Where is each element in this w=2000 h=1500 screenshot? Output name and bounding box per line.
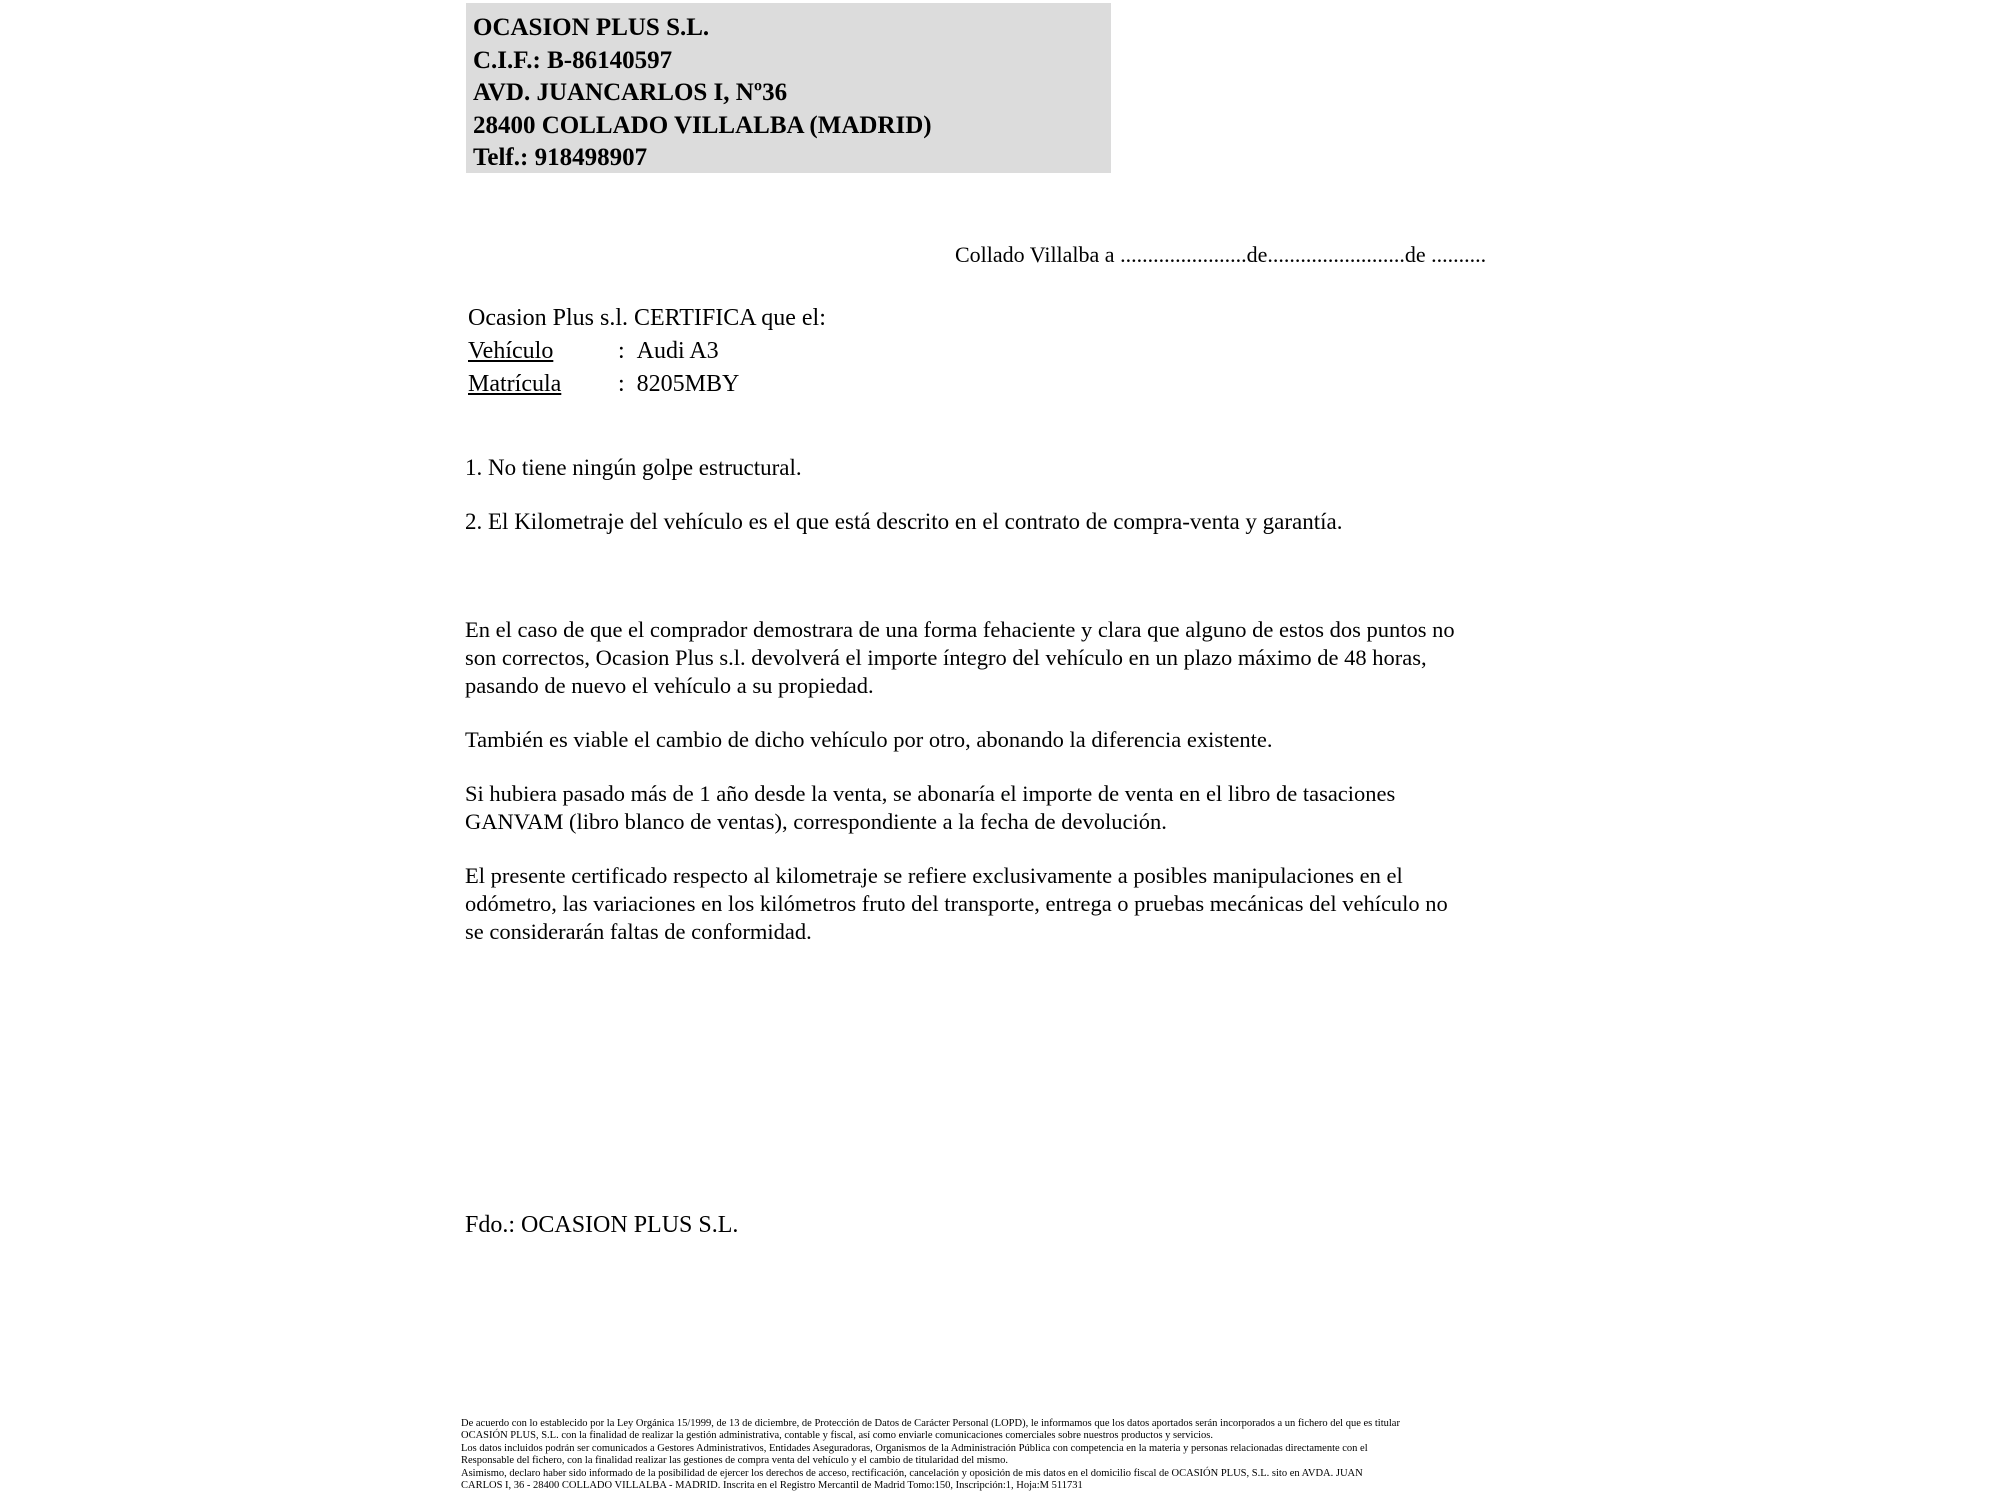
legal-footer-line: CARLOS I, 36 - 28400 COLLADO VILLALBA - MADRID. Inscrita en el Registro Mercantil de Madrid Tomo:150, Inscripción:1, Hoja:M 511731	[461, 1480, 1083, 1492]
plate-separator: :	[618, 371, 625, 397]
legal-footer-line: De acuerdo con lo establecido por la Ley Orgánica 15/1999, de 13 de diciembre, de Protección de Datos de Carácter Personal (LOPD), le informamos que los datos aportados serán incorporados a un fichero del que es titular	[461, 1418, 1400, 1429]
legal-footer-line: Responsable del fichero, con la finalidad realizar las gestiones de compra venta del vehículo y el cambio de titularidad del mismo.	[461, 1455, 1008, 1467]
legal-footer-line: Los datos incluidos podrán ser comunicados a Gestores Administrativos, Entidades Aseguradoras, Organismos de la Administración Pública con competencia en la materia y personas relacionadas directamente con el	[461, 1442, 1368, 1454]
paragraph-line: El presente certificado respecto al kilometraje se refiere exclusivamente a posibles manipulaciones en el	[465, 863, 1403, 888]
certification-block	[468, 302, 826, 401]
certified-point-1: 1. No tiene ningún golpe estructural.	[465, 455, 802, 480]
plate-row	[468, 368, 826, 401]
signature-line: Fdo.: OCASION PLUS S.L.	[465, 1212, 739, 1238]
paragraph-line: se considerarán faltas de conformidad.	[465, 919, 812, 944]
plate-label: Matrícula	[468, 371, 562, 397]
paragraph-line: Si hubiera pasado más de 1 año desde la venta, se abonaría el importe de venta en el libro de tasaciones	[465, 781, 1396, 806]
vehicle-value: Audi A3	[636, 338, 719, 364]
paragraph-ganvam-valuation	[465, 780, 1395, 836]
vehicle-row	[468, 335, 826, 368]
legal-footer-line: Asimismo, declaro haber sido informado de la posibilidad de ejercer los derechos de acceso, rectificación, cancelación y oposición de mis datos en el domicilio fiscal de OCASIÓN PLUS, S.L. sito en AVDA. JUAN	[461, 1467, 1363, 1479]
paragraph-line: GANVAM (libro blanco de ventas), correspondiente a la fecha de devolución.	[465, 809, 1167, 834]
paragraph-line: pasando de nuevo el vehículo a su propiedad.	[465, 673, 874, 698]
vehicle-separator: :	[618, 338, 625, 364]
paragraph-refund-condition	[465, 616, 1455, 700]
paragraph-line: También es viable el cambio de dicho vehículo por otro, abonando la diferencia existente.	[465, 727, 1273, 752]
plate-value: 8205MBY	[636, 371, 740, 397]
company-name: OCASION PLUS S.L.	[473, 14, 710, 41]
paragraph-exchange-option	[465, 726, 1273, 754]
company-address: AVD. JUANCARLOS I, Nº36	[473, 79, 788, 106]
paragraph-line: En el caso de que el comprador demostrara de una forma fehaciente y clara que alguno de estos dos puntos no	[465, 617, 1455, 642]
legal-footer	[461, 1418, 1571, 1492]
company-header-block	[466, 3, 1111, 173]
company-cif: C.I.F.: B-86140597	[473, 46, 673, 74]
paragraph-line: son correctos, Ocasion Plus s.l. devolverá el importe íntegro del vehículo en un plazo máximo de 48 horas,	[465, 645, 1427, 670]
certification-intro: Ocasion Plus s.l. CERTIFICA que el:	[468, 305, 826, 331]
legal-footer-line: OCASIÓN PLUS, S.L. con la finalidad de realizar la gestión administrativa, contable y fiscal, así como enviarle comunicaciones comerciales sobre nuestros productos y servicios.	[461, 1430, 1213, 1442]
paragraph-odometer-disclaimer	[465, 862, 1448, 946]
paragraph-line: odómetro, las variaciones en los kilómetros fruto del transporte, entrega o pruebas mecánicas del vehículo no	[465, 891, 1448, 916]
vehicle-label: Vehículo	[468, 338, 554, 364]
company-city: 28400 COLLADO VILLALBA (MADRID)	[473, 111, 932, 139]
certified-point-2: 2. El Kilometraje del vehículo es el que está descrito en el contrato de compra-venta y garantía.	[465, 509, 1343, 534]
date-line: Collado Villalba a .......................de.........................de ..........	[955, 242, 1487, 267]
company-phone: Telf.: 918498907	[473, 144, 648, 171]
